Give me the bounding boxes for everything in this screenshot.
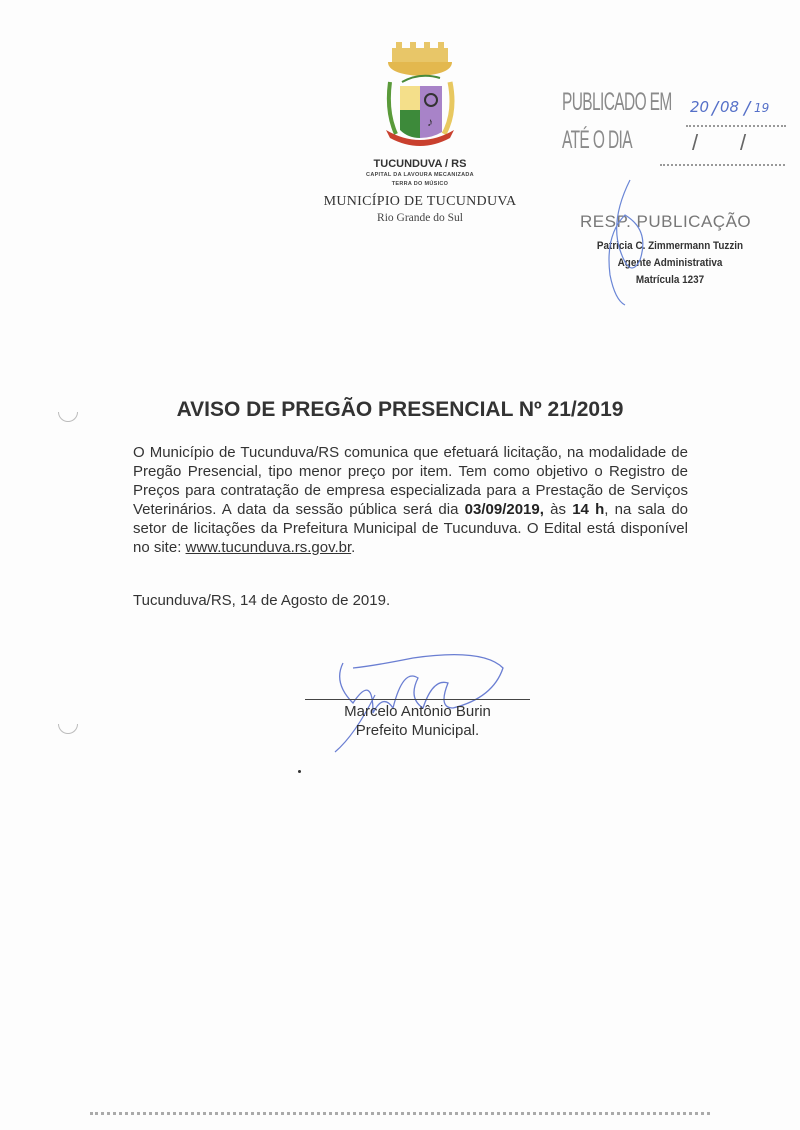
stamp-underline-1 — [686, 125, 786, 127]
resp-id: Matrícula 1237 — [635, 274, 705, 286]
stamp-published-label: PUBLICADO EM — [562, 88, 672, 116]
city-slogan-2: TERRA DO MÚSICO — [391, 181, 449, 187]
place-date: Tucunduva/RS, 14 de Agosto de 2019. — [133, 592, 391, 609]
body-text-2: às — [543, 501, 573, 518]
signer-role: Prefeito Municipal. — [355, 722, 480, 739]
crest-icon — [372, 42, 468, 154]
signature-line — [305, 699, 530, 700]
city-slogan-1: CAPITAL DA LAVOURA MECANIZADA — [366, 172, 474, 178]
body-text-3: , na sala do setor de licitações da Prefeitura Municipal de Tucunduva. O Edital está disponível no site: — [133, 501, 689, 556]
resp-role: Agente Administrativa — [617, 257, 723, 269]
city-name: TUCUNDUVA / RS — [373, 158, 467, 170]
stamp-until-label: ATÉ O DIA — [562, 126, 632, 154]
svg-text:♪: ♪ — [427, 115, 433, 129]
municipality-name: MUNICÍPIO DE TUCUNDUVA — [323, 194, 517, 209]
punch-hole-mark — [58, 724, 78, 734]
scan-speck — [298, 770, 301, 773]
stamp-until-sep-1: / — [692, 130, 699, 155]
notice-title: AVISO DE PREGÃO PRESENCIAL Nº 21/2019 — [176, 398, 624, 421]
stamp-sep-1: / — [712, 98, 719, 119]
stamp-underline-2 — [660, 164, 785, 166]
session-date: 03/09/2019, — [464, 501, 544, 518]
municipal-crest — [372, 42, 468, 154]
stamp-published-month: 08 — [720, 98, 740, 116]
body-text-4: . — [351, 539, 356, 556]
website-link[interactable]: www.tucunduva.rs.gov.br — [185, 539, 352, 556]
state-name: Rio Grande do Sul — [377, 212, 463, 224]
notice-body — [133, 443, 688, 557]
signer-name: Marcelo Antônio Burin — [344, 703, 491, 720]
resp-signature-icon — [590, 175, 670, 310]
footer-cutoff — [90, 1112, 710, 1119]
body-text-1: O Município de Tucunduva/RS comunica que efetuará licitação, na modalidade de Pregão Presencial, tipo menor preço por item. Tem como objetivo o Registro de Preços para contratação de empresa especializada para a Prestação de Serviços Veterinários. A data da sessão pública será dia — [133, 444, 688, 518]
signer-block — [305, 702, 530, 740]
resp-name: Patricia C. Zimmermann Tuzzin — [596, 240, 744, 252]
stamp-published-year: 19 — [754, 101, 770, 115]
stamp-sep-2: / — [744, 98, 751, 119]
stamp-until-sep-2: / — [740, 130, 747, 155]
session-time: 14 h — [572, 501, 605, 518]
resp-publication-label: RESP. PUBLICAÇÃO — [580, 212, 752, 231]
stamp-published-day: 20 — [690, 98, 710, 116]
